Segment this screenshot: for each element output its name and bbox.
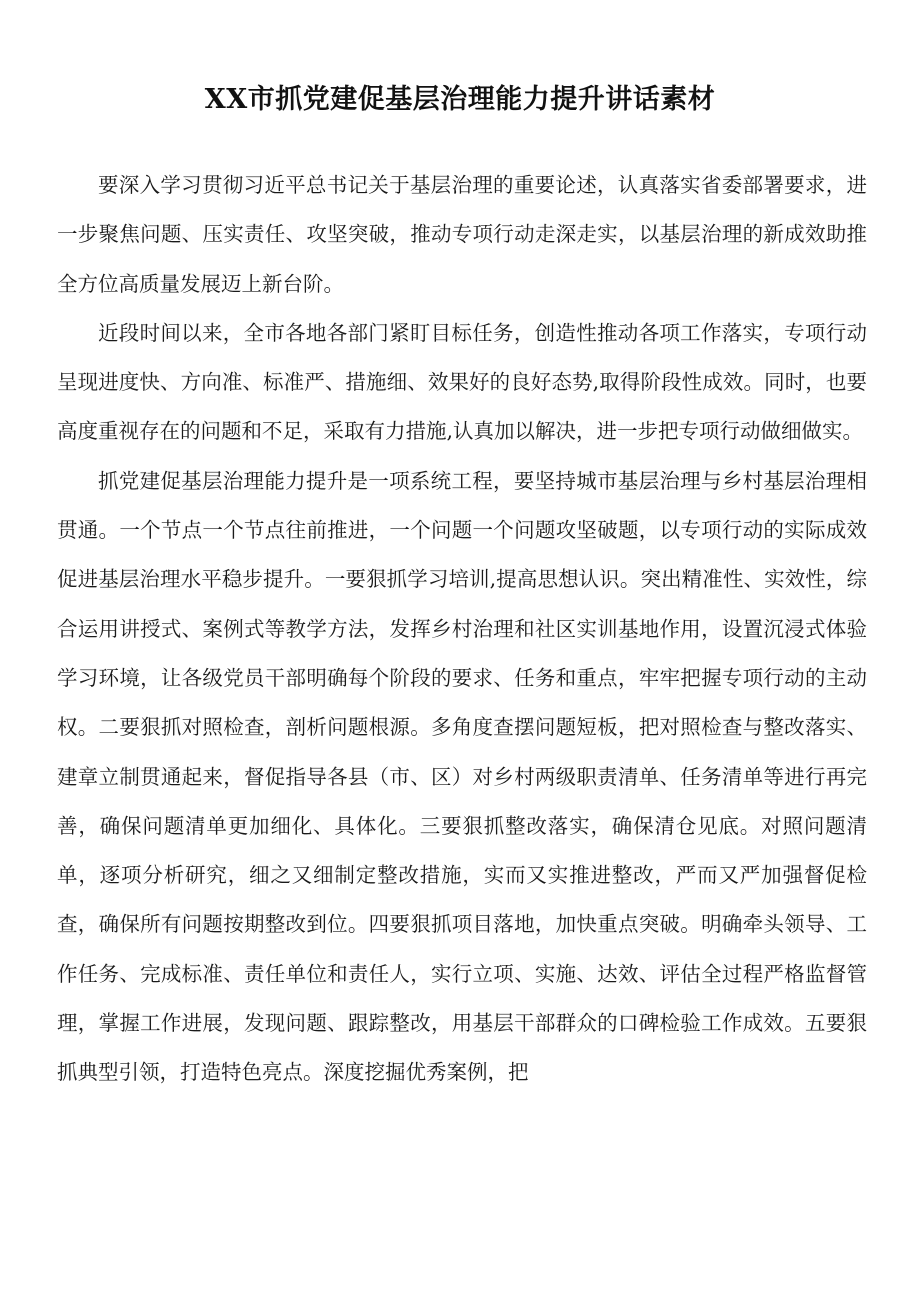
paragraph: 近段时间以来，全市各地各部门紧盯目标任务，创造性推动各项工作落实，专项行动呈现进度快、方向准、标准严、措施细、效果好的良好态势,取得阶段性成效。同时，也要高度重视存在的问题和不足，采取有力措施,认真加以解决，进一步把专项行动做细做实。 [57,320,867,444]
document-body [57,161,867,1098]
paragraph: 要深入学习贯彻习近平总书记关于基层治理的重要论述，认真落实省委部署要求，进一步聚焦问题、压实责任、攻坚突破，推动专项行动走深走实，以基层治理的新成效助推全方位高质量发展迈上新台阶。 [57,173,867,296]
paragraph: 抓党建促基层治理能力提升是一项系统工程，要坚持城市基层治理与乡村基层治理相贯通。一个节点一个节点往前推进，一个问题一个问题攻坚破题，以专项行动的实际成效促进基层治理水平稳步提升。一要狠抓学习培训,提高思想认识。突出精准性、实效性，综合运用讲授式、案例式等教学方法，发挥乡村治理和社区实训基地作用，设置沉浸式体验学习环境，让各级党员干部明确每个阶段的要求、任务和重点，牢牢把握专项行动的主动权。二要狠抓对照检查，剖析问题根源。多角度查摆问题短板，把对照检查与整改落实、建章立制贯通起来，督促指导各县（市、区）对乡村两级职责清单、任务清单等进行再完善，确保问题清单更加细化、具体化。三要狠抓整改落实，确保清仓见底。对照问题清单，逐项分析研究，细之又细制定整改措施，实而又实推进整改，严而又严加强督促检查，确保所有问题按期整改到位。四要狠抓项目落地，加快重点突破。明确牵头领导、工作任务、完成标准、责任单位和责任人，实行立项、实施、达效、评估全过程严格监督管理，掌握工作进展，发现问题、跟踪整改，用基层干部群众的口碑检验工作成效。五要狠抓典型引领，打造特色亮点。深度挖掘优秀案例，把 [57,468,867,1085]
document-title: XX市抓党建促基层治理能力提升讲话素材 [204,84,716,115]
